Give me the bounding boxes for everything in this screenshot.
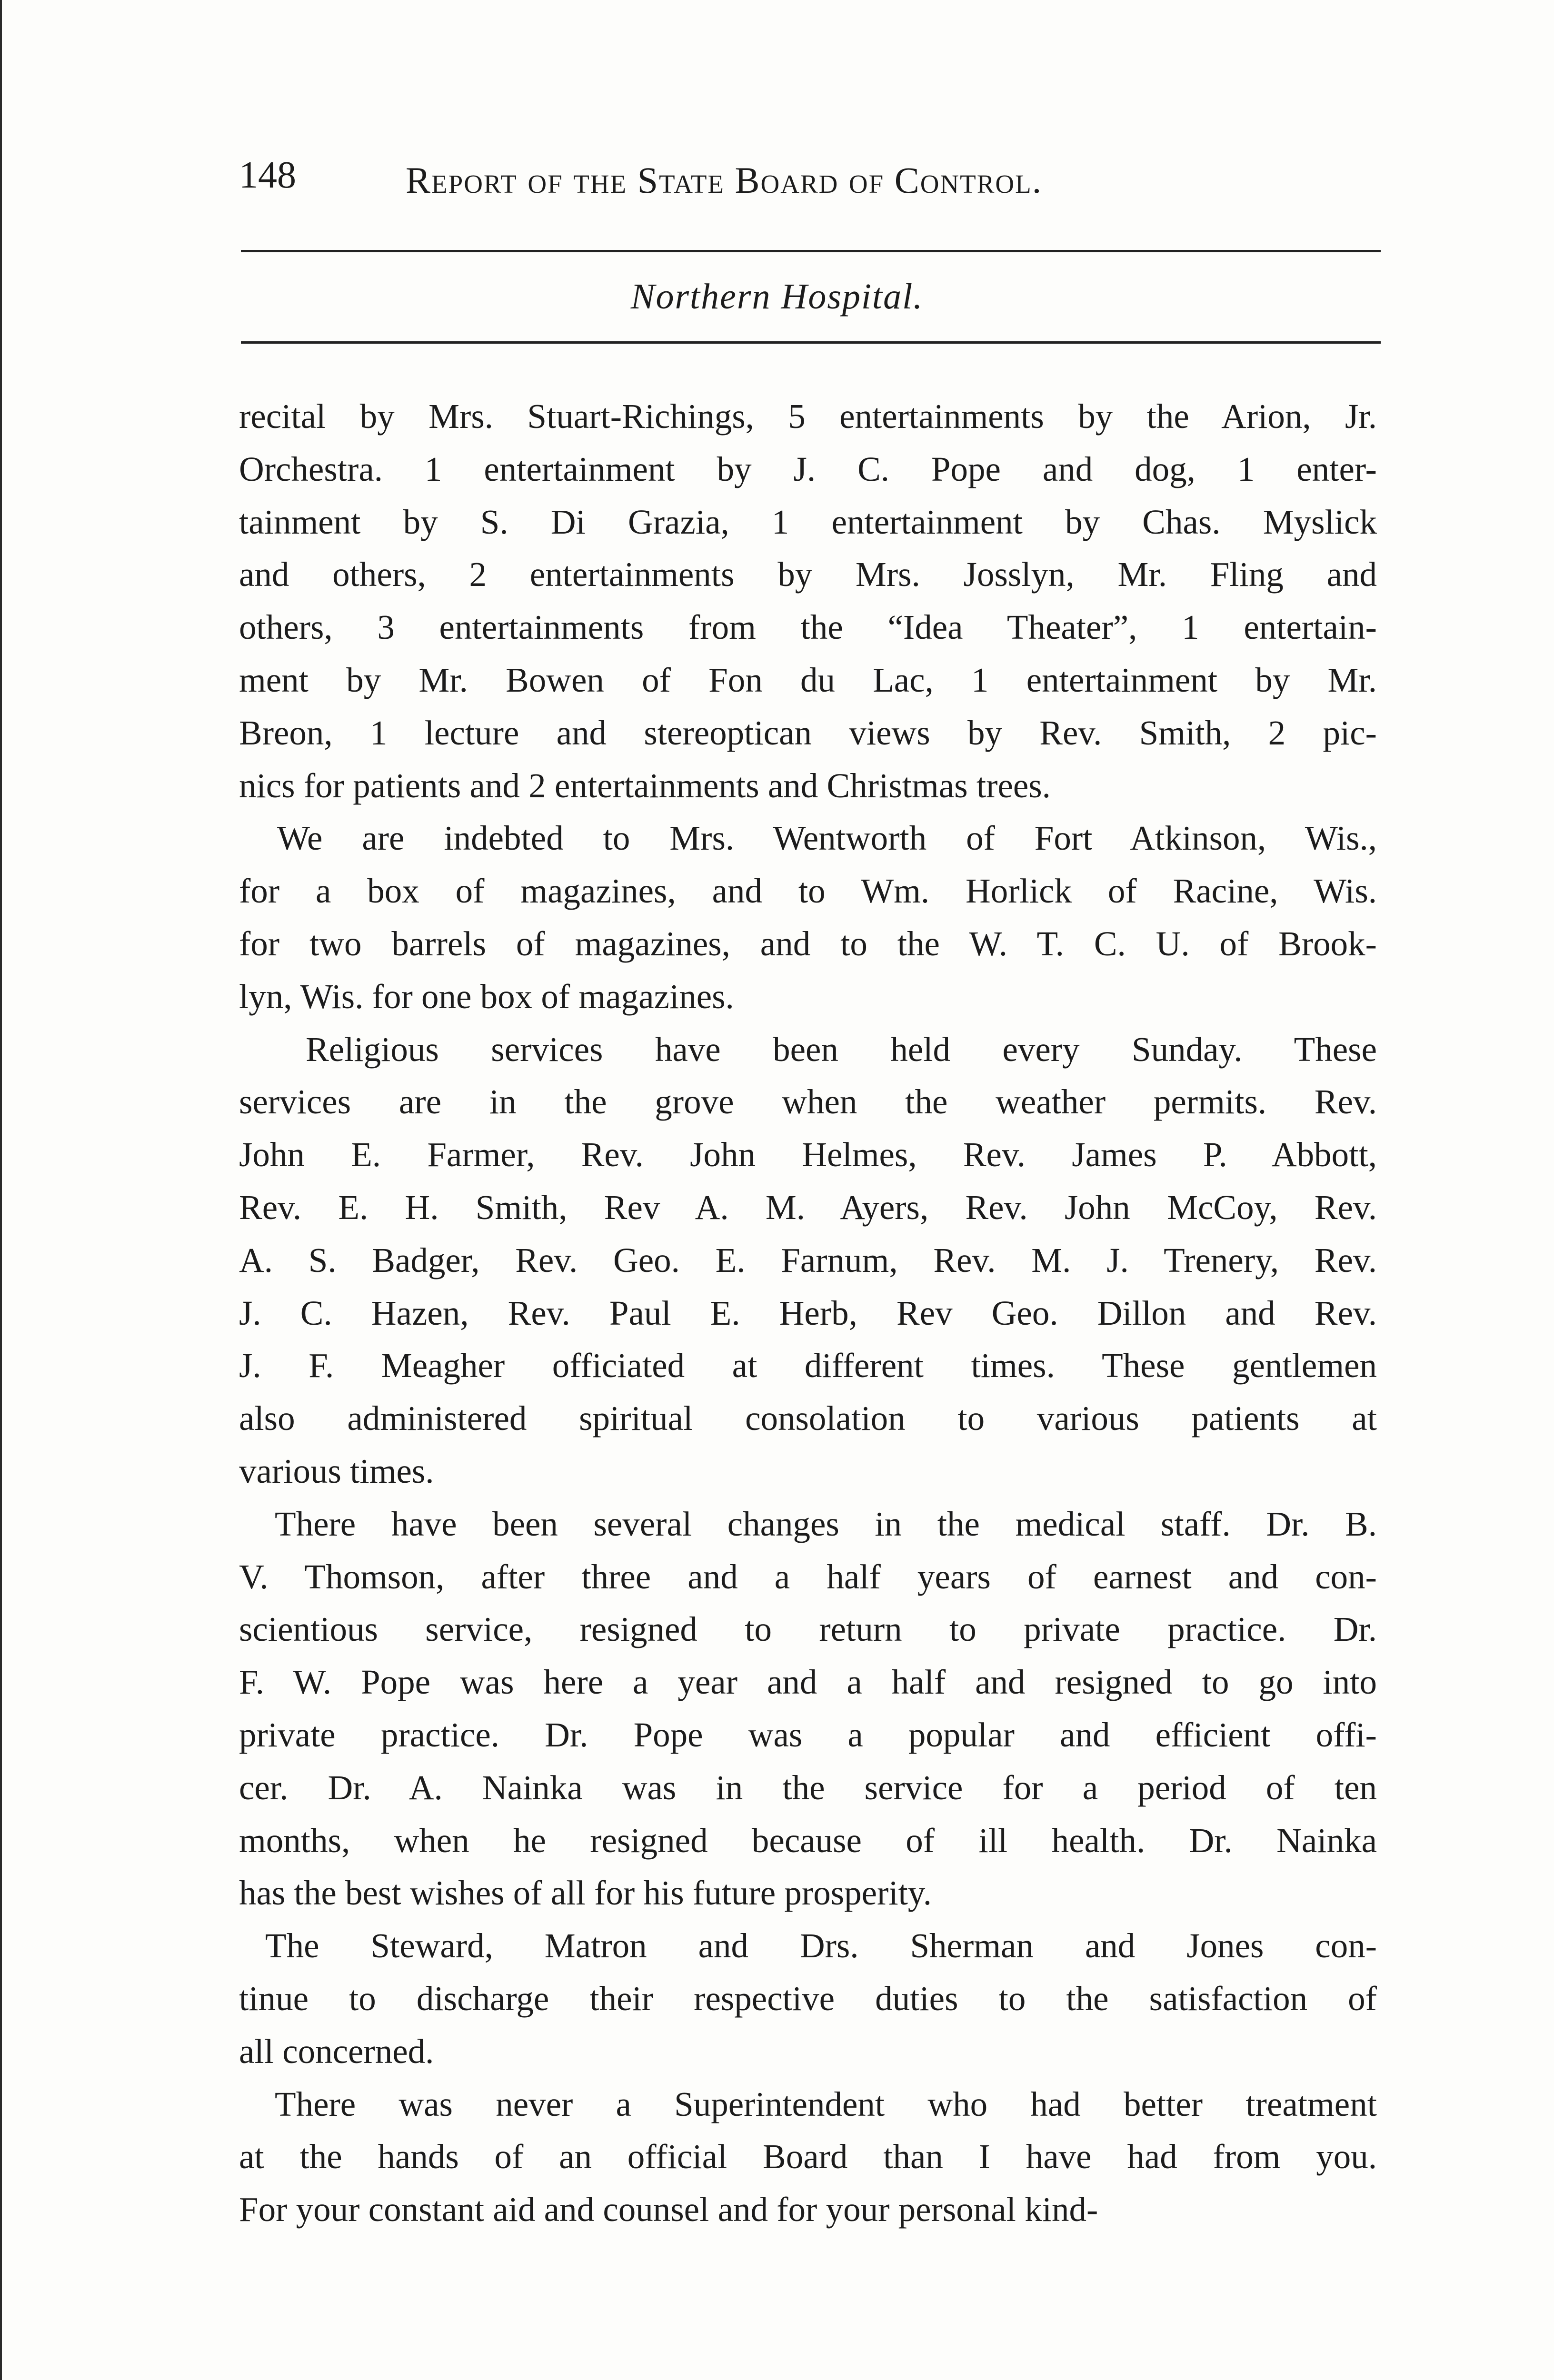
running-head: Report of the State Board of Control. bbox=[406, 159, 1043, 201]
text-line: Orchestra. 1 entertainment by J. C. Pope and dog, 1 enter- bbox=[239, 449, 1377, 488]
paragraph bbox=[239, 1920, 1377, 2078]
text-line: for two barrels of magazines, and to the W. T. C. U. of Brook- bbox=[239, 924, 1377, 963]
paragraph bbox=[239, 390, 1377, 812]
text-line: Breon, 1 lecture and stereoptican views by Rev. Smith, 2 pic- bbox=[239, 713, 1377, 752]
page-binding-edge bbox=[0, 0, 2, 2380]
text-line: J. C. Hazen, Rev. Paul E. Herb, Rev Geo. Dillon and Rev. bbox=[239, 1293, 1377, 1332]
text-line: for a box of magazines, and to Wm. Horlick of Racine, Wis. bbox=[239, 872, 1377, 911]
text-line: cer. Dr. A. Nainka was in the service for a period of ten bbox=[239, 1768, 1377, 1807]
text-line: has the best wishes of all for his future prosperity. bbox=[239, 1874, 932, 1913]
text-line: For your constant aid and counsel and for your personal kind- bbox=[239, 2190, 1098, 2229]
text-line: nics for patients and 2 entertainments and Christmas trees. bbox=[239, 766, 1051, 805]
section-title: Northern Hospital. bbox=[630, 277, 924, 317]
text-line: We are indebted to Mrs. Wentworth of Fort Atkinson, Wis., bbox=[277, 819, 1377, 858]
text-line: private practice. Dr. Pope was a popular and efficient offi- bbox=[239, 1715, 1377, 1754]
text-line: tinue to discharge their respective duties to the satisfaction of bbox=[239, 1979, 1377, 2018]
page-number: 148 bbox=[239, 154, 296, 196]
text-line: lyn, Wis. for one box of magazines. bbox=[239, 977, 734, 1016]
text-line: There have been several changes in the medical staff. Dr. B. bbox=[275, 1504, 1377, 1543]
text-line: John E. Farmer, Rev. John Helmes, Rev. James P. Abbott, bbox=[239, 1135, 1377, 1174]
text-line: J. F. Meagher officiated at different times. These gentlemen bbox=[239, 1346, 1377, 1385]
text-line: Religious services have been held every Sunday. These bbox=[306, 1030, 1377, 1069]
text-line: months, when he resigned because of ill health. Dr. Nainka bbox=[239, 1821, 1377, 1860]
text-line: scientious service, resigned to return to private practice. Dr. bbox=[239, 1610, 1377, 1649]
text-line: at the hands of an official Board than I have had from you. bbox=[239, 2137, 1377, 2176]
text-line: There was never a Superintendent who had better treatment bbox=[275, 2084, 1377, 2123]
text-line: tainment by S. Di Grazia, 1 entertainment by Chas. Myslick bbox=[239, 502, 1377, 541]
paragraph bbox=[239, 1023, 1377, 1498]
header-rule-top bbox=[241, 250, 1381, 252]
text-line: also administered spiritual consolation to various patients at bbox=[239, 1399, 1377, 1438]
paragraph bbox=[239, 2078, 1377, 2236]
text-line: services are in the grove when the weather permits. Rev. bbox=[239, 1082, 1377, 1121]
text-line: Rev. E. H. Smith, Rev A. M. Ayers, Rev. John McCoy, Rev. bbox=[239, 1188, 1377, 1227]
text-line: and others, 2 entertainments by Mrs. Josslyn, Mr. Fling and bbox=[239, 555, 1377, 594]
text-line: V. Thomson, after three and a half years of earnest and con- bbox=[239, 1557, 1377, 1596]
paragraph bbox=[239, 1498, 1377, 1920]
header-rule-bottom bbox=[241, 341, 1381, 344]
text-line: all concerned. bbox=[239, 2032, 434, 2071]
text-line: ment by Mr. Bowen of Fon du Lac, 1 entertainment by Mr. bbox=[239, 660, 1377, 699]
text-line: others, 3 entertainments from the “Idea Theater”, 1 entertain- bbox=[239, 608, 1377, 647]
body-text bbox=[239, 390, 1377, 2236]
text-line: The Steward, Matron and Drs. Sherman and Jones con- bbox=[265, 1926, 1377, 1965]
text-line: recital by Mrs. Stuart-Richings, 5 entertainments by the Arion, Jr. bbox=[239, 397, 1377, 436]
text-line: F. W. Pope was here a year and a half and resigned to go into bbox=[239, 1663, 1377, 1702]
text-line: A. S. Badger, Rev. Geo. E. Farnum, Rev. M. J. Trenery, Rev. bbox=[239, 1240, 1377, 1279]
paragraph bbox=[239, 812, 1377, 1023]
text-line: various times. bbox=[239, 1451, 434, 1490]
